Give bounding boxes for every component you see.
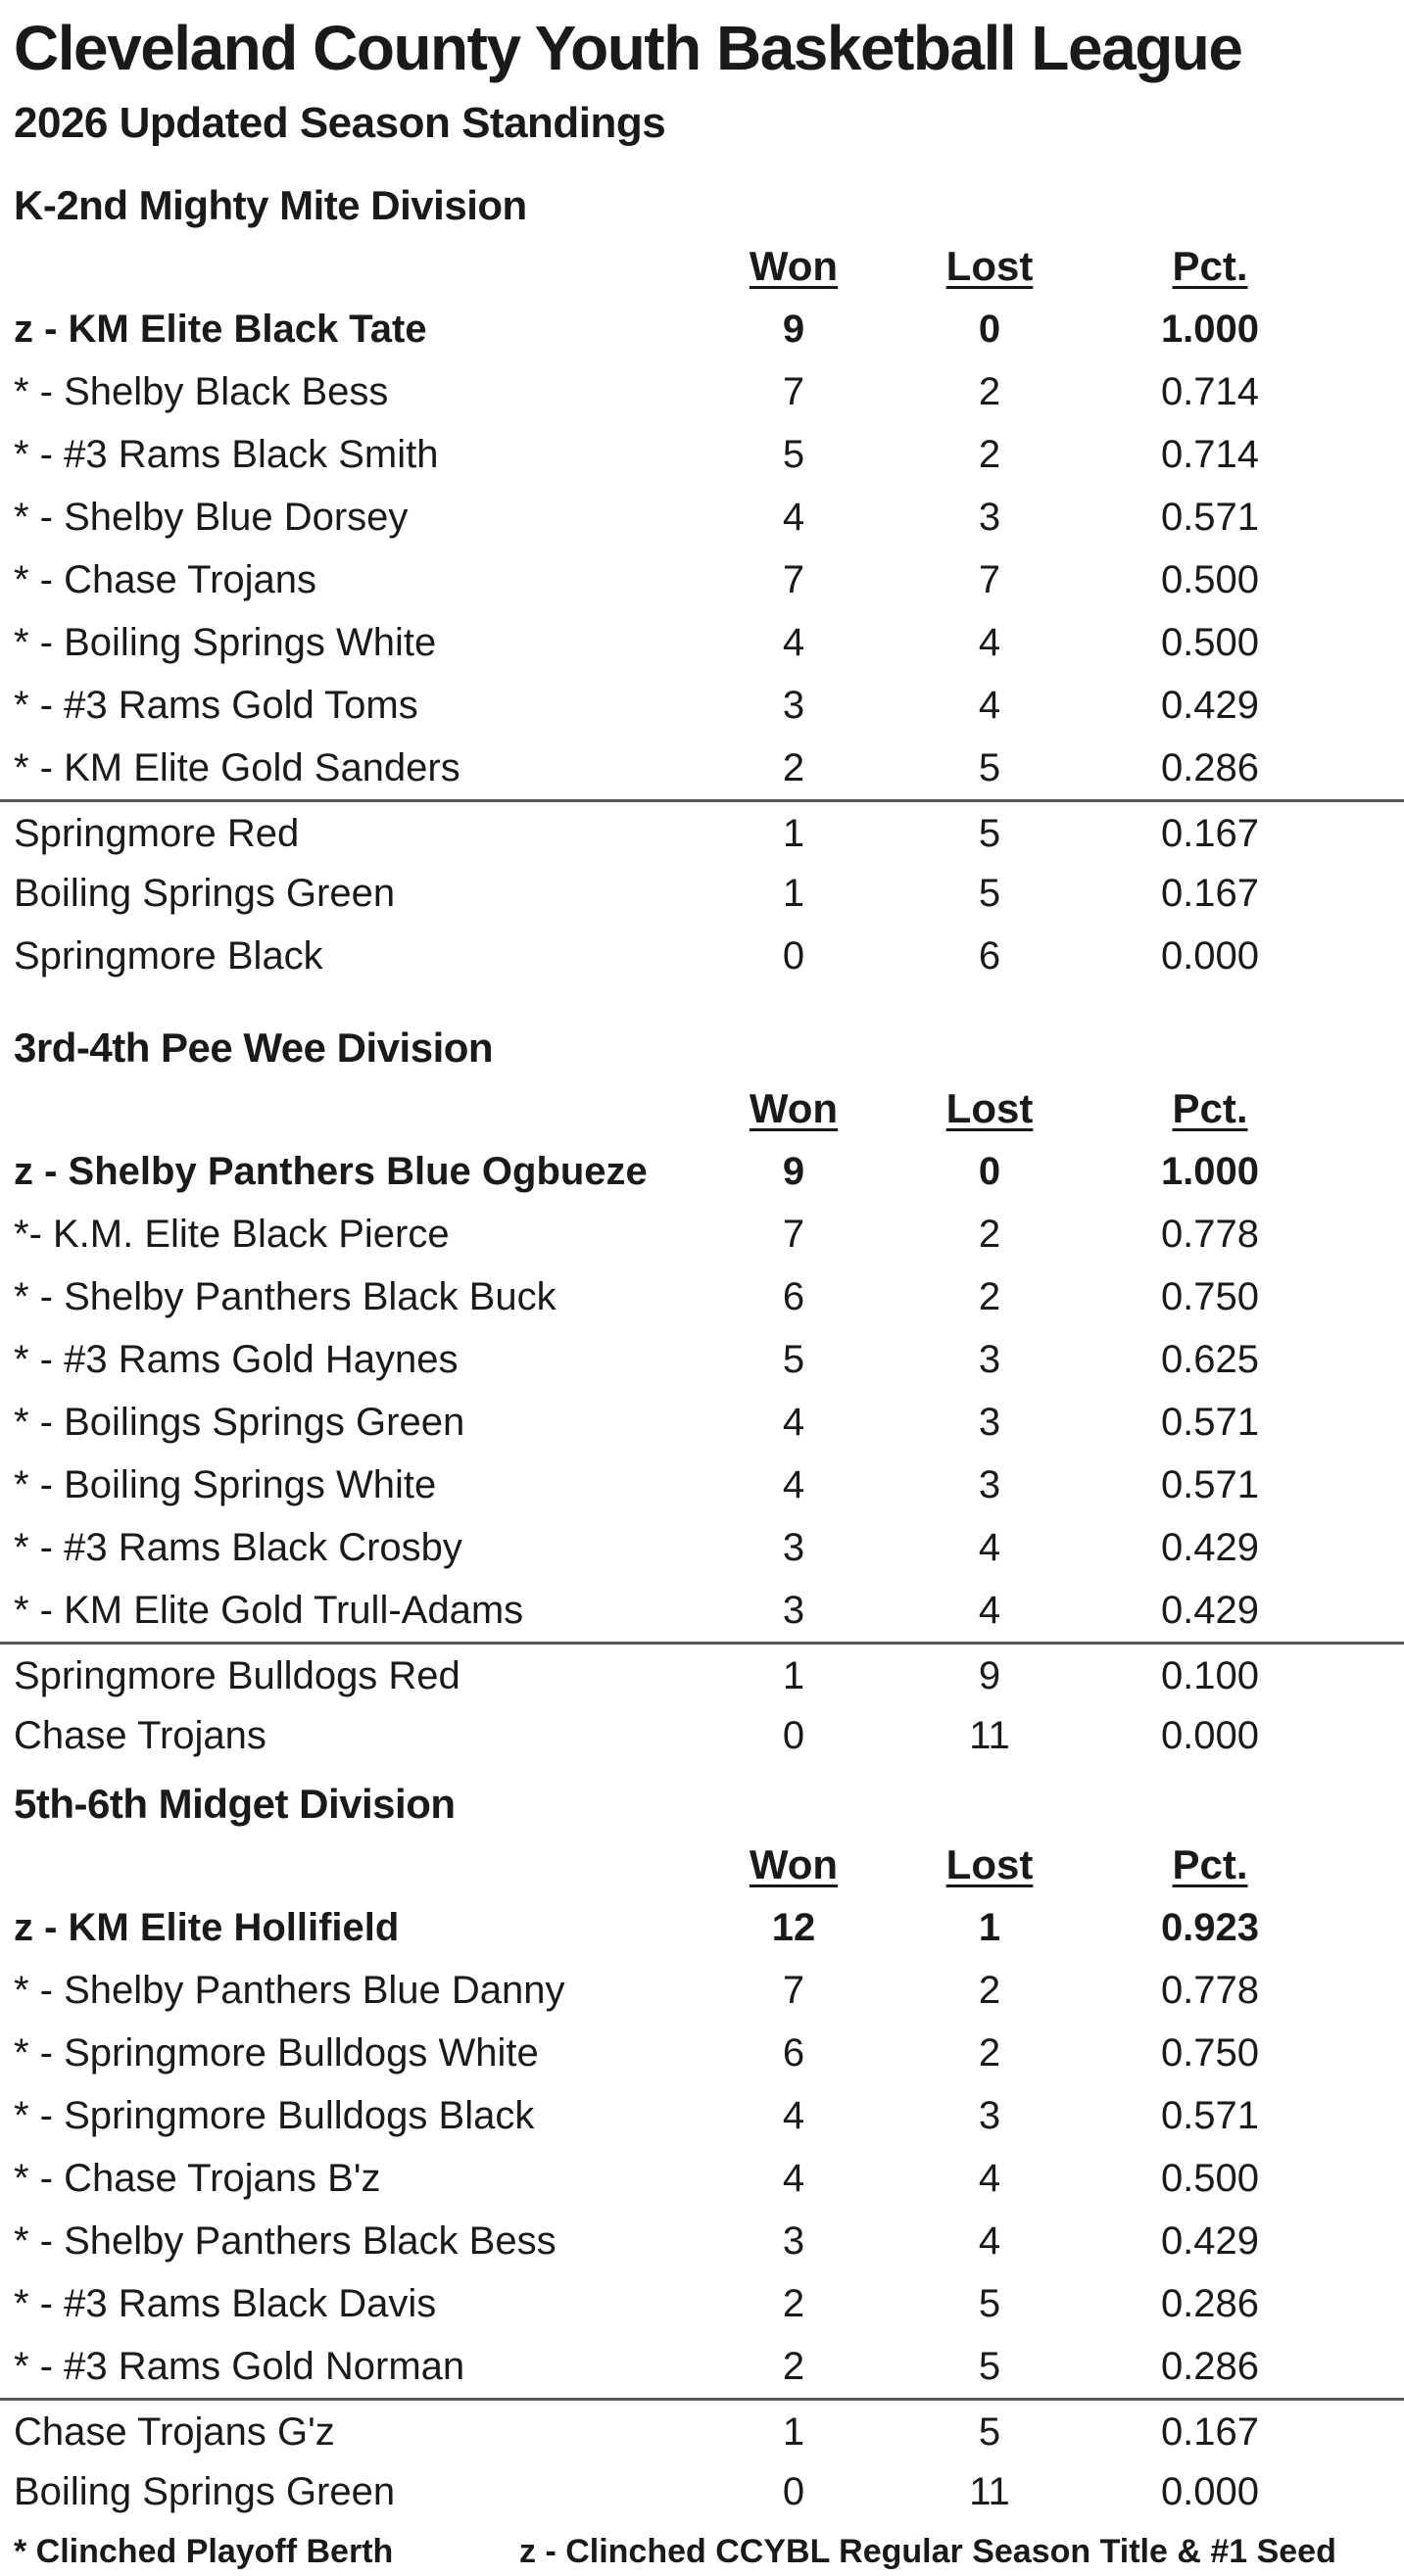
table-row (0, 2210, 1404, 2272)
wins-value: 5 (782, 1338, 805, 1381)
table-row (0, 360, 1404, 423)
pct-value: 0.778 (1160, 1213, 1260, 1256)
table-row (0, 2084, 1404, 2147)
pct-value: 0.286 (1160, 2345, 1260, 2388)
table-row (0, 1265, 1404, 1328)
wins-value: 12 (771, 1906, 816, 1949)
wins-value: 4 (782, 2094, 805, 2137)
table-row (0, 2147, 1404, 2210)
losses-value: 5 (978, 746, 1001, 789)
table-row (0, 1454, 1404, 1516)
table-row (0, 1642, 1404, 1704)
team-name: * - #3 Rams Gold Toms (14, 684, 418, 727)
table-row (0, 611, 1404, 674)
team-name: * - Chase Trojans B'z (14, 2157, 381, 2200)
losses-value: 11 (969, 2470, 1010, 2513)
losses-value: 4 (978, 684, 1001, 727)
table-row (0, 2460, 1404, 2523)
team-name: Chase Trojans G'z (14, 2410, 335, 2454)
team-name: z - KM Elite Hollifield (14, 1906, 400, 1949)
pct-value: 0.500 (1160, 621, 1260, 664)
wins-value: 2 (782, 746, 805, 789)
wins-value: 0 (782, 2470, 805, 2513)
standings-table (0, 1896, 1404, 2523)
team-name: * - #3 Rams Gold Norman (14, 2345, 465, 2388)
team-name: * - #3 Rams Black Smith (14, 433, 439, 476)
losses-value: 2 (978, 433, 1001, 476)
losses-value: 2 (978, 1969, 1001, 2012)
team-name: z - Shelby Panthers Blue Ogbueze (14, 1150, 648, 1193)
pct-value: 0.100 (1160, 1654, 1260, 1697)
table-row (0, 925, 1404, 987)
pct-value: 0.750 (1160, 2031, 1260, 2075)
team-name: Springmore Bulldogs Red (14, 1654, 460, 1697)
table-row (0, 799, 1404, 862)
losses-value: 5 (978, 872, 1001, 915)
losses-value: 6 (978, 934, 1001, 978)
division-title: 5th-6th Midget Division (14, 1781, 456, 1827)
losses-value: 4 (978, 1526, 1001, 1569)
wins-value: 3 (782, 1526, 805, 1569)
losses-value: 5 (978, 2345, 1001, 2388)
table-row (0, 862, 1404, 925)
wins-value: 6 (782, 1275, 805, 1318)
pct-value: 0.000 (1160, 1714, 1260, 1757)
pct-value: 0.000 (1160, 934, 1260, 978)
team-name: * - Shelby Panthers Black Bess (14, 2219, 557, 2263)
wins-value: 2 (782, 2345, 805, 2388)
wins-value: 7 (782, 1969, 805, 2012)
losses-value: 5 (978, 2410, 1001, 2454)
losses-value: 11 (969, 1714, 1010, 1757)
pct-value: 0.923 (1160, 1906, 1260, 1949)
column-header-pct: Pct. (1172, 243, 1248, 289)
team-name: Springmore Red (14, 812, 300, 855)
page-subtitle: 2026 Updated Season Standings (14, 99, 666, 147)
table-row (0, 1959, 1404, 2022)
wins-value: 1 (782, 872, 805, 915)
team-name: * - Boilings Springs Green (14, 1401, 465, 1444)
losses-value: 9 (978, 1654, 1001, 1697)
wins-value: 4 (782, 1463, 805, 1506)
pct-value: 0.167 (1160, 2410, 1260, 2454)
column-header-pct: Pct. (1172, 1085, 1248, 1131)
wins-value: 6 (782, 2031, 805, 2075)
division-title: 3rd-4th Pee Wee Division (14, 1025, 494, 1071)
column-header-won: Won (749, 243, 839, 289)
column-header-pct: Pct. (1172, 1841, 1248, 1887)
wins-value: 7 (782, 558, 805, 601)
column-header-won: Won (749, 1841, 839, 1887)
table-row (0, 1140, 1404, 1203)
table-row (0, 737, 1404, 799)
table-row (0, 1704, 1404, 1767)
losses-value: 5 (978, 2282, 1001, 2325)
pct-value: 0.500 (1160, 558, 1260, 601)
wins-value: 3 (782, 1589, 805, 1632)
losses-value: 7 (978, 558, 1001, 601)
table-row (0, 298, 1404, 360)
losses-value: 3 (978, 1338, 1001, 1381)
pct-value: 1.000 (1160, 308, 1260, 351)
pct-value: 0.571 (1160, 1401, 1260, 1444)
losses-value: 4 (978, 1589, 1001, 1632)
team-name: Boiling Springs Green (14, 872, 396, 915)
pct-value: 0.167 (1160, 812, 1260, 855)
wins-value: 5 (782, 433, 805, 476)
losses-value: 3 (978, 1401, 1001, 1444)
column-header-won: Won (749, 1085, 839, 1131)
pct-value: 0.714 (1160, 370, 1260, 413)
team-name: * - #3 Rams Black Crosby (14, 1526, 462, 1569)
losses-value: 4 (978, 621, 1001, 664)
team-name: * - Boiling Springs White (14, 621, 437, 664)
wins-value: 2 (782, 2282, 805, 2325)
wins-value: 7 (782, 370, 805, 413)
losses-value: 0 (978, 1150, 1001, 1193)
losses-value: 4 (978, 2219, 1001, 2263)
division-title: K-2nd Mighty Mite Division (14, 182, 527, 228)
team-name: Springmore Black (14, 934, 323, 978)
team-name: * - Boiling Springs White (14, 1463, 437, 1506)
team-name: * - Shelby Panthers Blue Danny (14, 1969, 565, 2012)
pct-value: 0.167 (1160, 872, 1260, 915)
pct-value: 0.571 (1160, 2094, 1260, 2137)
pct-value: 0.429 (1160, 1589, 1260, 1632)
wins-value: 9 (782, 1150, 805, 1193)
pct-value: 0.750 (1160, 1275, 1260, 1318)
footnote-playoff: * Clinched Playoff Berth (14, 2533, 394, 2570)
losses-value: 5 (978, 812, 1001, 855)
losses-value: 2 (978, 1275, 1001, 1318)
team-name: * - Springmore Bulldogs White (14, 2031, 539, 2075)
team-name: Boiling Springs Green (14, 2470, 396, 2513)
table-row (0, 423, 1404, 486)
wins-value: 7 (782, 1213, 805, 1256)
losses-value: 2 (978, 1213, 1001, 1256)
losses-value: 3 (978, 496, 1001, 539)
losses-value: 1 (978, 1906, 1001, 1949)
team-name: * - Springmore Bulldogs Black (14, 2094, 535, 2137)
losses-value: 3 (978, 1463, 1001, 1506)
standings-table (0, 1140, 1404, 1767)
page-title: Cleveland County Youth Basketball League (14, 13, 1242, 83)
column-header-lost: Lost (945, 243, 1034, 289)
team-name: z - KM Elite Black Tate (14, 308, 427, 351)
column-header-lost: Lost (945, 1841, 1034, 1887)
standings-table (0, 298, 1404, 987)
pct-value: 0.571 (1160, 496, 1260, 539)
pct-value: 0.625 (1160, 1338, 1260, 1381)
wins-value: 9 (782, 308, 805, 351)
team-name: * - Chase Trojans (14, 558, 317, 601)
footnote-title: z - Clinched CCYBL Regular Season Title & #1 Seed (519, 2533, 1336, 2570)
wins-value: 3 (782, 2219, 805, 2263)
team-name: * - Shelby Blue Dorsey (14, 496, 409, 539)
column-header-lost: Lost (945, 1085, 1034, 1131)
table-row (0, 1328, 1404, 1391)
table-row (0, 486, 1404, 549)
pct-value: 0.778 (1160, 1969, 1260, 2012)
team-name: * - Shelby Black Bess (14, 370, 389, 413)
pct-value: 0.429 (1160, 2219, 1260, 2263)
table-row (0, 1896, 1404, 1959)
table-row (0, 1391, 1404, 1454)
losses-value: 3 (978, 2094, 1001, 2137)
team-name: * - Shelby Panthers Black Buck (14, 1275, 557, 1318)
table-row (0, 2398, 1404, 2460)
wins-value: 4 (782, 621, 805, 664)
team-name: * - KM Elite Gold Sanders (14, 746, 460, 789)
wins-value: 1 (782, 812, 805, 855)
wins-value: 4 (782, 1401, 805, 1444)
pct-value: 0.429 (1160, 684, 1260, 727)
wins-value: 0 (782, 1714, 805, 1757)
wins-value: 0 (782, 934, 805, 978)
wins-value: 1 (782, 2410, 805, 2454)
wins-value: 1 (782, 1654, 805, 1697)
losses-value: 2 (978, 370, 1001, 413)
losses-value: 4 (978, 2157, 1001, 2200)
pct-value: 0.000 (1160, 2470, 1260, 2513)
team-name: Chase Trojans (14, 1714, 266, 1757)
table-row (0, 1516, 1404, 1579)
team-name: * - KM Elite Gold Trull-Adams (14, 1589, 524, 1632)
pct-value: 0.429 (1160, 1526, 1260, 1569)
team-name: * - #3 Rams Black Davis (14, 2282, 437, 2325)
pct-value: 0.500 (1160, 2157, 1260, 2200)
pct-value: 0.714 (1160, 433, 1260, 476)
table-row (0, 1203, 1404, 1265)
team-name: * - #3 Rams Gold Haynes (14, 1338, 459, 1381)
pct-value: 0.286 (1160, 746, 1260, 789)
table-row (0, 2335, 1404, 2398)
losses-value: 0 (978, 308, 1001, 351)
table-row (0, 549, 1404, 611)
pct-value: 0.571 (1160, 1463, 1260, 1506)
table-row (0, 674, 1404, 737)
pct-value: 0.286 (1160, 2282, 1260, 2325)
wins-value: 4 (782, 496, 805, 539)
team-name: *- K.M. Elite Black Pierce (14, 1213, 450, 1256)
table-row (0, 2272, 1404, 2335)
wins-value: 4 (782, 2157, 805, 2200)
pct-value: 1.000 (1160, 1150, 1260, 1193)
losses-value: 2 (978, 2031, 1001, 2075)
table-row (0, 2022, 1404, 2084)
wins-value: 3 (782, 684, 805, 727)
table-row (0, 1579, 1404, 1642)
